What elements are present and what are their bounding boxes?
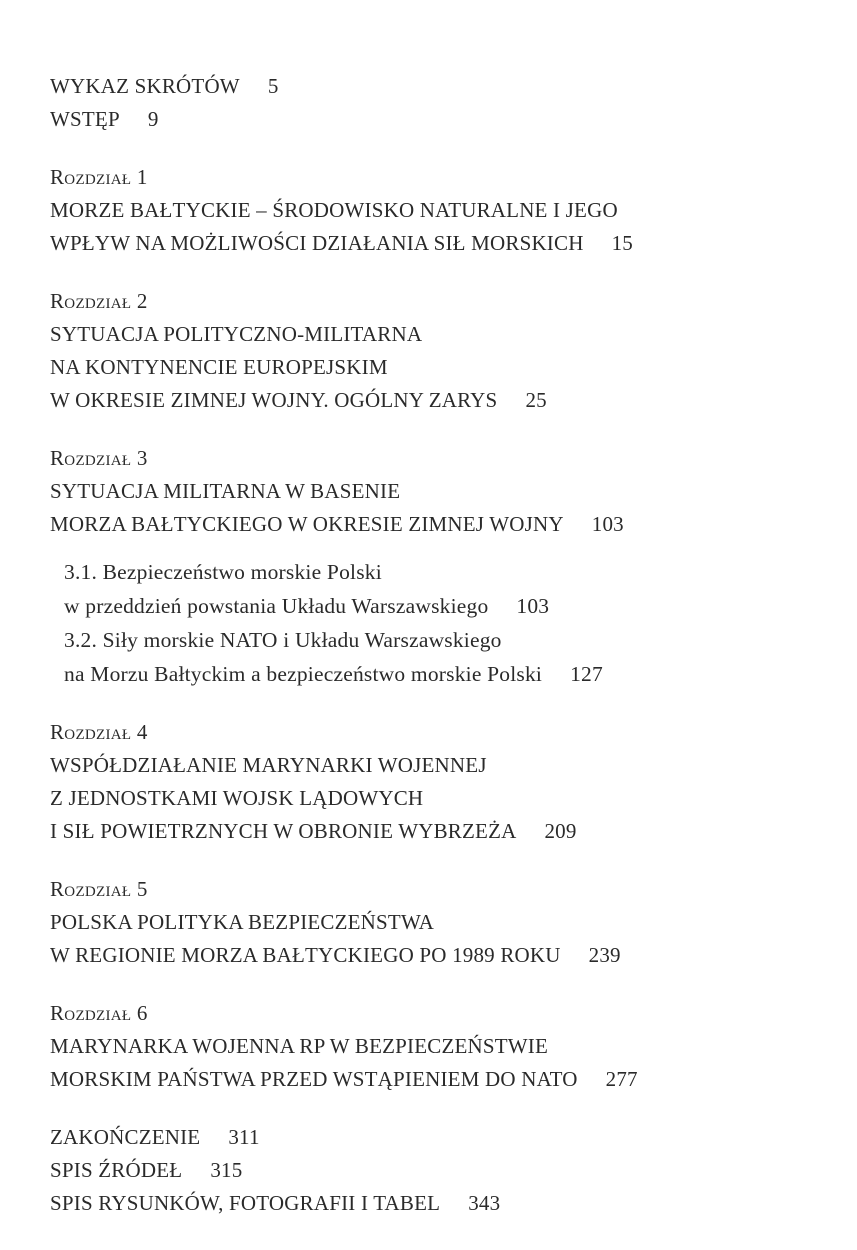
chapter-page: 277 bbox=[605, 1067, 638, 1091]
chapter-1[interactable] bbox=[50, 161, 840, 260]
section-3-2[interactable] bbox=[64, 623, 840, 691]
chapter-title-line: WSPÓŁDZIAŁANIE MARYNARKI WOJENNEJ bbox=[50, 753, 487, 777]
section-title-line: w przeddzień powstania Układu Warszawskiego 103 bbox=[64, 594, 550, 618]
entry-title: WSTĘP bbox=[50, 107, 120, 131]
chapter-label: Rozdział 5 bbox=[50, 877, 148, 901]
chapter-title-line: SYTUACJA MILITARNA W BASENIE bbox=[50, 479, 401, 503]
chapter-title-line: MARYNARKA WOJENNA RP W BEZPIECZEŃSTWIE bbox=[50, 1034, 549, 1058]
front-matter bbox=[50, 70, 840, 136]
entry-page: 343 bbox=[468, 1191, 501, 1215]
entry-title: SPIS ŹRÓDEŁ bbox=[50, 1158, 183, 1182]
chapter-6[interactable] bbox=[50, 997, 840, 1096]
chapter-page: 239 bbox=[588, 943, 621, 967]
chapter-page: 25 bbox=[525, 388, 547, 412]
chapter-3-sections bbox=[50, 555, 840, 691]
chapter-2[interactable] bbox=[50, 285, 840, 417]
chapter-label: Rozdział 6 bbox=[50, 1001, 148, 1025]
chapter-label: Rozdział 3 bbox=[50, 446, 148, 470]
chapter-title-line: NA KONTYNENCIE EUROPEJSKIM bbox=[50, 355, 388, 379]
chapter-title-line: I SIŁ POWIETRZNYCH W OBRONIE WYBRZEŻA 209 bbox=[50, 819, 577, 843]
chapter-title-line: MORZE BAŁTYCKIE – ŚRODOWISKO NATURALNE I JEGO bbox=[50, 198, 618, 222]
table-of-contents bbox=[50, 70, 840, 1220]
toc-entry-sources[interactable] bbox=[50, 1154, 840, 1187]
section-3-1[interactable] bbox=[64, 555, 840, 623]
chapter-title-line: Z JEDNOSTKAMI WOJSK LĄDOWYCH bbox=[50, 786, 424, 810]
chapter-5[interactable] bbox=[50, 873, 840, 972]
entry-page: 5 bbox=[267, 74, 279, 98]
toc-entry-figures[interactable] bbox=[50, 1187, 840, 1220]
entry-title: WYKAZ SKRÓTÓW bbox=[50, 74, 240, 98]
toc-entry-introduction[interactable] bbox=[50, 103, 840, 136]
toc-entry-conclusion[interactable] bbox=[50, 1121, 840, 1154]
chapter-label: Rozdział 2 bbox=[50, 289, 148, 313]
chapter-page: 103 bbox=[591, 512, 624, 536]
chapter-title-line: MORZA BAŁTYCKIEGO W OKRESIE ZIMNEJ WOJNY 103 bbox=[50, 512, 624, 536]
section-title-line: 3.2. Siły morskie NATO i Układu Warszawskiego bbox=[64, 628, 502, 652]
section-page: 103 bbox=[516, 594, 550, 618]
chapter-title-line: POLSKA POLITYKA BEZPIECZEŃSTWA bbox=[50, 910, 435, 934]
chapter-title-line: W REGIONIE MORZA BAŁTYCKIEGO PO 1989 ROKU 239 bbox=[50, 943, 621, 967]
entry-title: ZAKOŃCZENIE bbox=[50, 1125, 201, 1149]
toc-entry-abbreviations[interactable] bbox=[50, 70, 840, 103]
chapter-title-line: W OKRESIE ZIMNEJ WOJNY. OGÓLNY ZARYS 25 bbox=[50, 388, 547, 412]
entry-page: 9 bbox=[147, 107, 159, 131]
entry-page: 315 bbox=[210, 1158, 243, 1182]
chapter-page: 15 bbox=[611, 231, 633, 255]
section-title-line: na Morzu Bałtyckim a bezpieczeństwo morskie Polski 127 bbox=[64, 662, 603, 686]
back-matter bbox=[50, 1121, 840, 1220]
chapter-title-line: SYTUACJA POLITYCZNO-MILITARNA bbox=[50, 322, 423, 346]
chapter-page: 209 bbox=[544, 819, 577, 843]
section-title-line: 3.1. Bezpieczeństwo morskie Polski bbox=[64, 560, 382, 584]
entry-page: 311 bbox=[228, 1125, 260, 1149]
chapter-title-line: MORSKIM PAŃSTWA PRZED WSTĄPIENIEM DO NATO 277 bbox=[50, 1067, 638, 1091]
section-page: 127 bbox=[570, 662, 603, 686]
chapter-3[interactable] bbox=[50, 442, 840, 541]
entry-title: SPIS RYSUNKÓW, FOTOGRAFII I TABEL bbox=[50, 1191, 441, 1215]
chapter-4[interactable] bbox=[50, 716, 840, 848]
chapter-label: Rozdział 1 bbox=[50, 165, 148, 189]
chapter-label: Rozdział 4 bbox=[50, 720, 148, 744]
chapter-title-line: WPŁYW NA MOŻLIWOŚCI DZIAŁANIA SIŁ MORSKICH 15 bbox=[50, 231, 633, 255]
